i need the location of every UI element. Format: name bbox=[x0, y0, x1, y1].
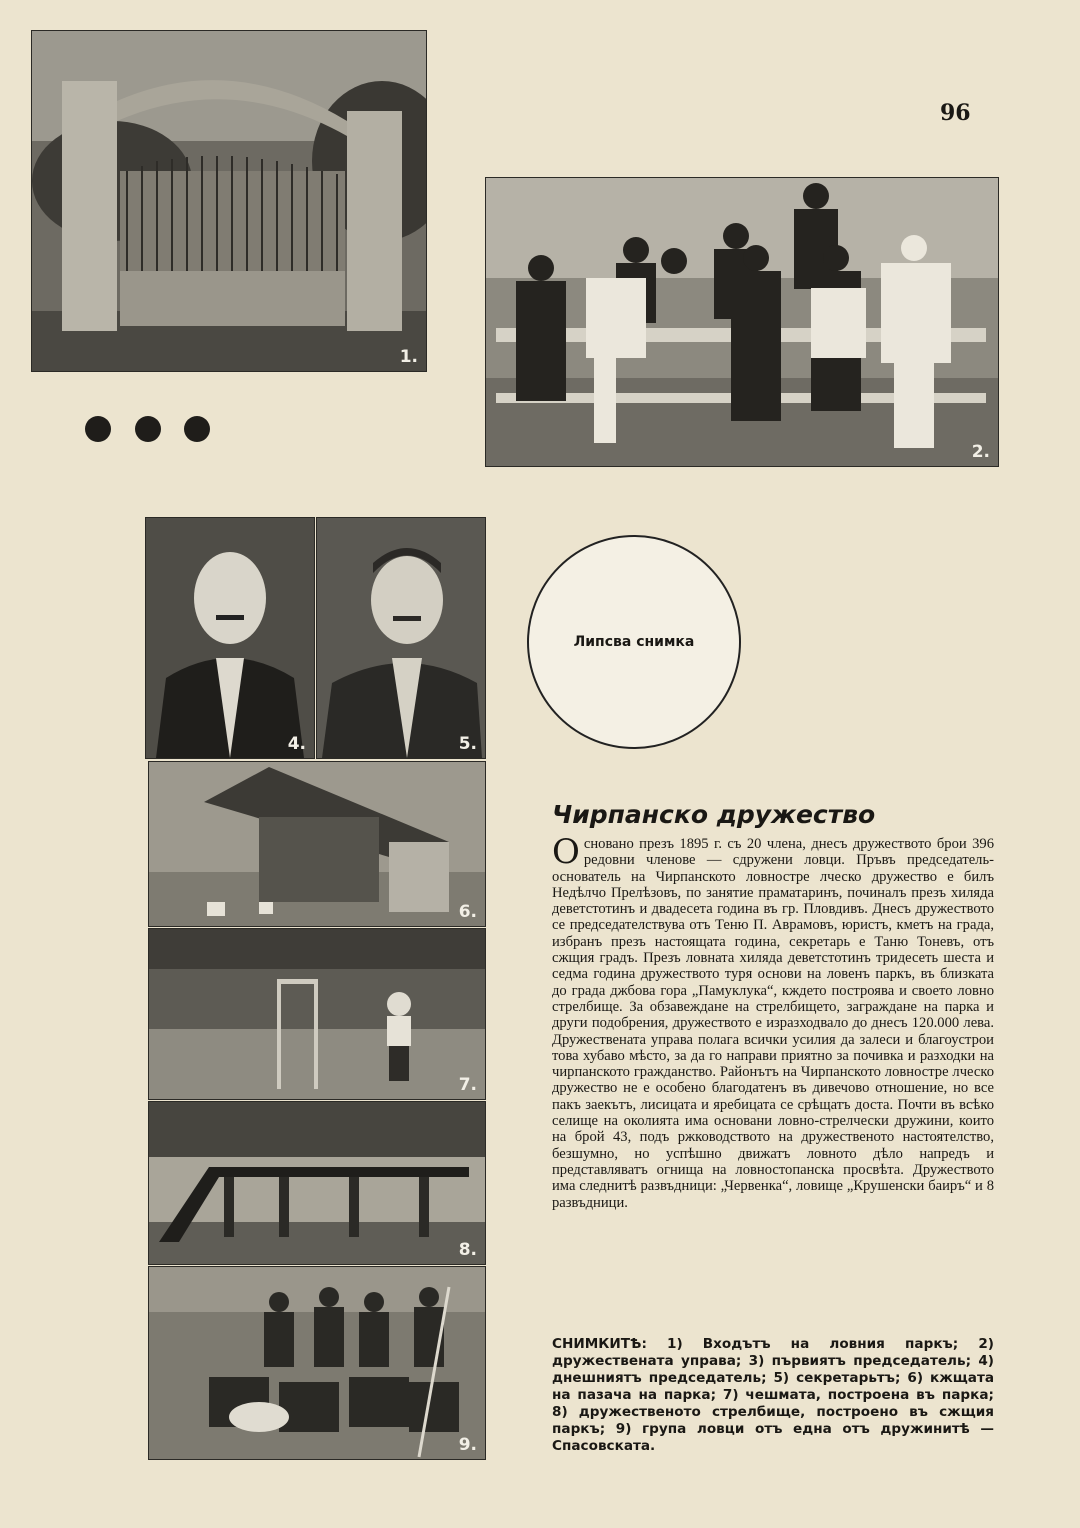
photo-gate bbox=[31, 30, 427, 372]
portrait-illustration bbox=[317, 518, 485, 758]
portrait-illustration bbox=[146, 518, 314, 758]
article-body-text: сновано презъ 1895 г. съ 20 члена, днесъ дружеството брои 396 редовни членове — сдружени ловци. Пръвъ председатель-основатель на Чирпанското ловностре лческо дружество е билъ Недѣлчо Прелѣзовъ, по занятие праматаринъ, починалъ презъ хиляда деветстотинъ и двадесета година въ гр. Пловдивъ. Днесъ дружеството се председателствува отъ Теню П. Аврамовъ, юристъ, кметъ на града, избранъ презъ настоящата година, секретарь е Таню Тоневъ, отъ сжщия градъ. Презъ ловната хиляда деветстотинъ тридесеть шеста и седма година дружеството туря основи на ловенъ паркъ, въ близката до града джбова гора „Памуклука“, кждето построява и своето ловно стрелбище. За обзавеждане на стрелбището, заграждане на парка и други подобрения, дружеството е изразходвало до днесъ 120.000 лева. Дружествената управа полага всички усилия да залеси и благоустрои това хубаво мѣсто, за да го направи приятно за почивка и разходки на чирпанското гражданство. Районътъ на Чирпанското ловностре лческо дружество не е особено благодатенъ въ дивечово отношение, но все пакъ заекътъ, лисицата и яребицата се срѣщатъ доста. Почти въ всѣко селище на околията има основани ловно-стрелчески дружини, които на брой 43, подъ ржководството на дружественото настоятелство, безшумно, но успѣшно движатъ ловното дѣло напредъ и представляватъ огнища на ловностопанска просвѣта. Дружеството има следнитѣ развъдници: „Червенка“, ловище „Крушенски баиръ“ и 8 развъдници. bbox=[552, 836, 994, 1211]
photo-number: 7. bbox=[458, 1075, 477, 1095]
missing-photo-label: Липсва снимка bbox=[573, 634, 695, 650]
photo-shooting-range bbox=[148, 1101, 486, 1265]
decorative-dot bbox=[85, 416, 111, 442]
page-number: 96 bbox=[940, 100, 971, 126]
drop-cap: О bbox=[552, 832, 580, 872]
fountain-illustration bbox=[149, 929, 485, 1099]
article-body bbox=[552, 832, 994, 1211]
photo-number: 1. bbox=[399, 347, 418, 367]
group-illustration bbox=[486, 178, 998, 466]
missing-photo-placeholder bbox=[527, 535, 741, 749]
photo-hunters-group bbox=[148, 1266, 486, 1460]
hunters-illustration bbox=[149, 1267, 485, 1459]
decorative-dot bbox=[135, 416, 161, 442]
photo-board-group bbox=[485, 177, 999, 467]
photo-captions: СНИМКИТѢ: 1) Входътъ на ловния паркъ; 2) дружествената управа; 3) първиятъ председатель; 4) днешниятъ председатель; 5) секретарьтъ; 6) кжщата на пазача на парка; 7) чешмата, построена въ парка; 8) дружественото стрелбище, построено въ сжщия паркъ; 9) група ловци отъ една отъ дружинитѣ — Спасовската. bbox=[552, 1336, 994, 1454]
photo-portrait-chairman bbox=[145, 517, 315, 759]
photo-number: 2. bbox=[971, 442, 990, 462]
decorative-dot bbox=[184, 416, 210, 442]
photo-number: 8. bbox=[458, 1240, 477, 1260]
photo-portrait-secretary bbox=[316, 517, 486, 759]
photo-keeper-house bbox=[148, 761, 486, 927]
photo-number: 4. bbox=[287, 734, 306, 754]
range-illustration bbox=[149, 1102, 485, 1264]
photo-number: 5. bbox=[458, 734, 477, 754]
photo-number: 6. bbox=[458, 902, 477, 922]
house-illustration bbox=[149, 762, 485, 926]
gate-illustration bbox=[32, 31, 426, 371]
photo-fountain bbox=[148, 928, 486, 1100]
photo-number: 9. bbox=[458, 1435, 477, 1455]
article-title: Чирпанско дружество bbox=[552, 800, 876, 829]
